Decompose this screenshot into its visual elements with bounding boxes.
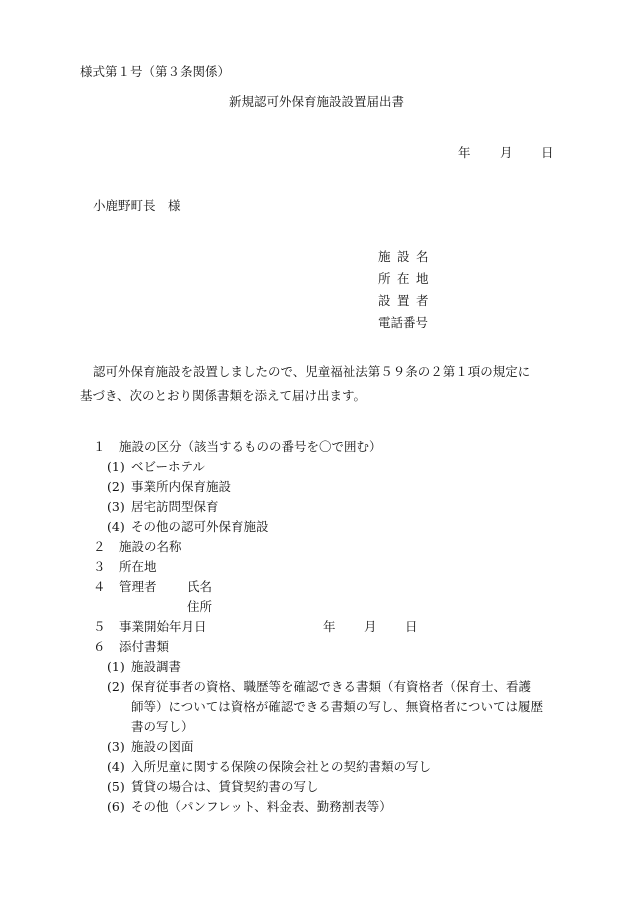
manager-name-label: 氏名: [187, 579, 213, 594]
document-title: 新規認可外保育施設設置届出書: [229, 94, 405, 109]
sub-text: 居宅訪問型保育: [131, 499, 219, 514]
manager-address-label: 住所: [187, 599, 213, 614]
item-6-sub-1: [107, 661, 181, 674]
start-date-year-label: 年: [323, 619, 336, 634]
start-date-month-label: 月: [364, 619, 377, 634]
sub-number: (3): [107, 739, 125, 754]
item-1-sub-1: [107, 461, 205, 474]
item-6-sub-2: [107, 681, 531, 694]
addressee: 小鹿野町長 様: [93, 198, 181, 213]
item-6-sub-2-line-3: 書の写し）: [131, 719, 194, 734]
facility-name-label: 施設名: [378, 249, 436, 264]
founder-label: 設置者: [378, 293, 436, 308]
sub-number: (1): [107, 659, 125, 674]
start-date-day-label: 日: [405, 619, 418, 634]
intro-line-2: 基づき、次のとおり関係書類を添えて届け出ます。: [80, 388, 367, 403]
item-6-sub-4: [107, 761, 431, 774]
item-5: [93, 621, 207, 634]
item-number: １: [93, 439, 106, 454]
item-1-sub-4: [107, 521, 269, 534]
phone-label: 電話番号: [378, 315, 429, 330]
sub-number: (4): [107, 759, 125, 774]
date-day-label: 日: [541, 145, 554, 160]
location-label: 所在地: [378, 271, 436, 286]
form-number: 様式第１号（第３条関係）: [80, 64, 231, 79]
item-1-sub-3: [107, 501, 219, 514]
item-3: [93, 561, 157, 574]
item-1-sub-2: [107, 481, 231, 494]
date-year-label: 年: [458, 145, 471, 160]
sub-number: (1): [107, 459, 125, 474]
item-number: ２: [93, 539, 106, 554]
date-month-label: 月: [500, 145, 513, 160]
item-4: [93, 581, 157, 594]
item-text: 管理者: [119, 579, 157, 594]
sub-number: (2): [107, 679, 125, 694]
sub-text: その他の認可外保育施設: [131, 519, 269, 534]
sub-text-line-1: 保育従事者の資格、職歴等を確認できる書類（有資格者（保育士、看護: [131, 679, 532, 694]
sub-text: 施設の図面: [131, 739, 194, 754]
sub-text: 入所児童に関する保険の保険会社との契約書類の写し: [131, 759, 432, 774]
item-2: [93, 541, 182, 554]
item-6-sub-2-line-2: 師等）については資格が確認できる書類の写し、無資格者については履歴: [131, 699, 544, 714]
sub-text: 施設調書: [131, 659, 182, 674]
item-1: [93, 441, 382, 454]
sub-text: その他（パンフレット、料金表、勤務割表等）: [131, 799, 392, 814]
sub-number: (6): [107, 799, 125, 814]
item-6-sub-6: [107, 801, 392, 814]
item-number: ５: [93, 619, 106, 634]
sub-text: 事業所内保育施設: [131, 479, 232, 494]
item-text: 所在地: [119, 559, 157, 574]
sub-text: 賃貸の場合は、賃貸契約書の写し: [131, 779, 319, 794]
item-number: ６: [93, 639, 106, 654]
item-number: ３: [93, 559, 106, 574]
sub-text: ベビーホテル: [131, 459, 205, 474]
item-text: 施設の区分（該当するものの番号を〇で囲む）: [119, 439, 382, 454]
item-6-sub-5: [107, 781, 319, 794]
intro-line-1: 認可外保育施設を設置しましたので、児童福祉法第５９条の２第１項の規定に: [93, 364, 531, 379]
item-text: 事業開始年月日: [119, 619, 207, 634]
sub-number: (3): [107, 499, 125, 514]
item-6-sub-3: [107, 741, 194, 754]
sub-number: (5): [107, 779, 125, 794]
item-text: 施設の名称: [119, 539, 182, 554]
sub-number: (2): [107, 479, 125, 494]
item-text: 添付書類: [119, 639, 170, 654]
item-6: [93, 641, 169, 654]
sub-number: (4): [107, 519, 125, 534]
item-number: ４: [93, 579, 106, 594]
